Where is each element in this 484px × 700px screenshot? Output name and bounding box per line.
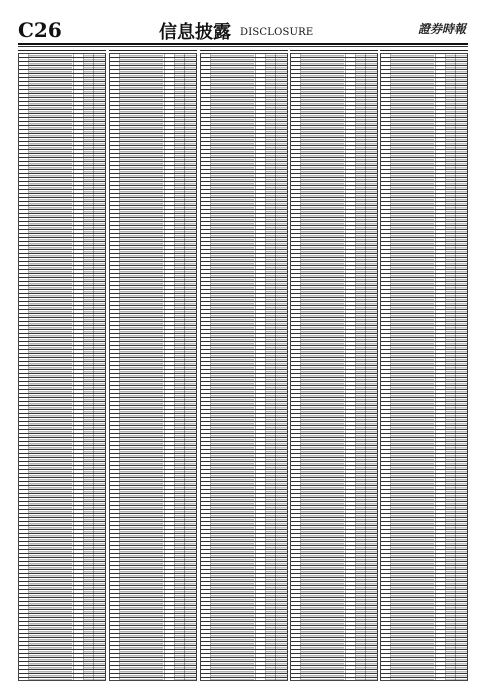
header-rule-thin <box>18 46 468 47</box>
fund-table-5 <box>380 53 468 681</box>
section-title-cn: 信息披露 <box>159 22 231 43</box>
fund-table-3 <box>200 53 288 681</box>
column-4 <box>290 50 378 683</box>
column-5 <box>380 50 468 683</box>
newspaper-logo: 證券時報 <box>418 22 467 36</box>
fund-table-2 <box>109 53 197 681</box>
page-number: C26 <box>18 18 62 42</box>
section-title-en: DISCLOSURE <box>240 27 314 38</box>
fund-table-4 <box>290 53 378 681</box>
header-rule-thick <box>18 43 468 45</box>
column-2 <box>109 50 197 683</box>
page-header <box>0 0 484 44</box>
column-1 <box>18 50 106 683</box>
fund-table-1 <box>18 53 106 681</box>
column-3 <box>200 50 288 683</box>
